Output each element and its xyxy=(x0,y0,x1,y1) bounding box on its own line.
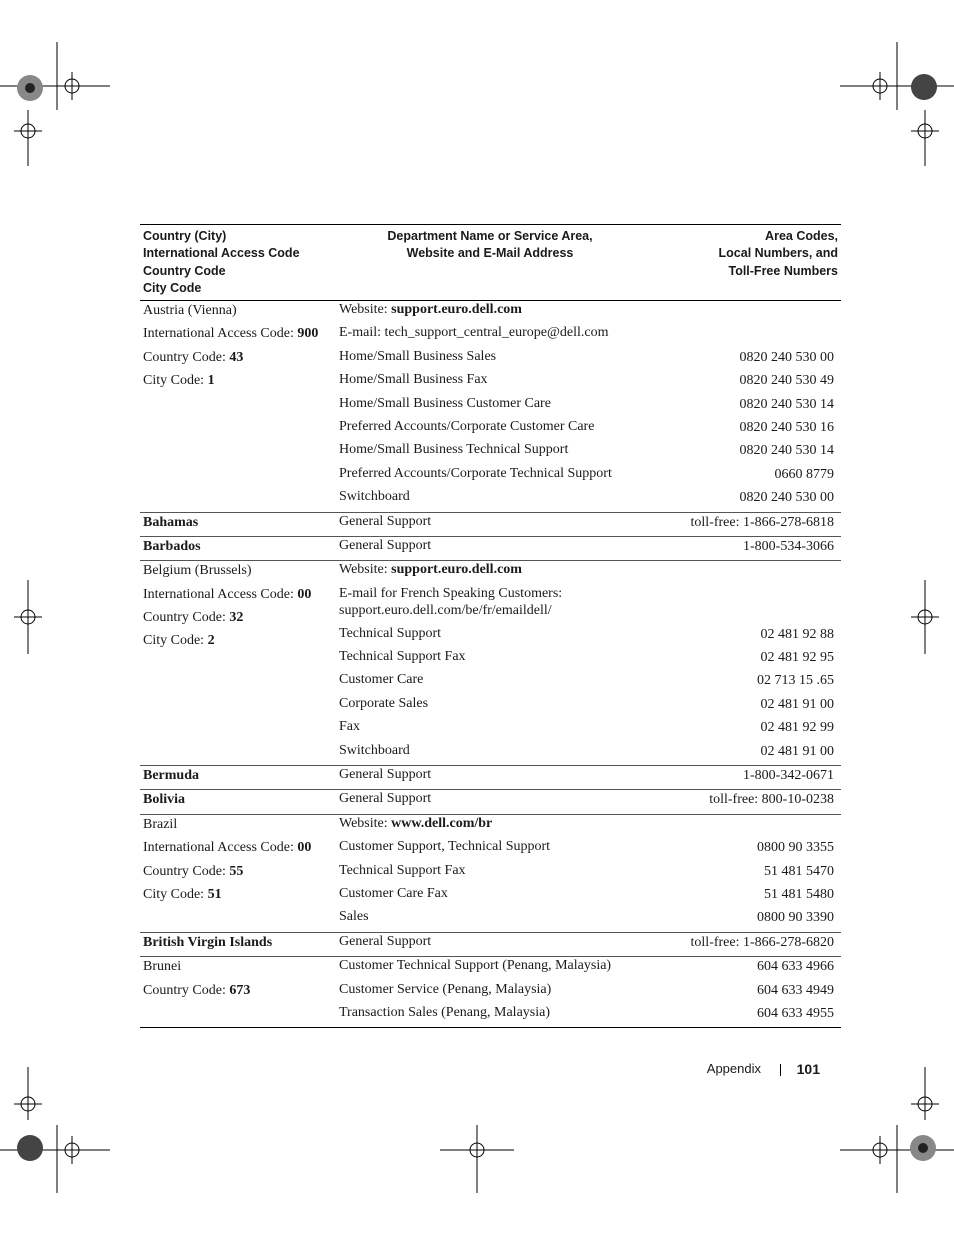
department xyxy=(339,766,699,783)
page-footer xyxy=(600,1061,820,1081)
department xyxy=(339,537,699,554)
label-text: International Access Code: xyxy=(143,326,298,342)
label-text: Country Code: xyxy=(143,863,230,879)
label-text: International Access Code: xyxy=(143,840,298,856)
phone-number: 0800 90 3355 xyxy=(757,840,834,856)
country-group xyxy=(140,301,841,513)
table-row xyxy=(140,838,841,861)
code-value: 32 xyxy=(229,610,244,626)
department xyxy=(339,981,699,998)
country-group xyxy=(140,537,841,561)
department-text: Home/Small Business Customer Care xyxy=(339,395,551,411)
department xyxy=(339,418,699,435)
department xyxy=(339,815,699,832)
table-row xyxy=(140,671,841,694)
department-text: General Support xyxy=(339,791,432,807)
department xyxy=(339,1004,699,1021)
department-text: Preferred Accounts/Corporate Customer Care xyxy=(339,418,595,434)
table-row xyxy=(140,441,841,464)
header-country: Country (City) International Access Code Country Code City Code xyxy=(143,229,300,295)
code-value: 673 xyxy=(229,982,251,998)
department-text: Switchboard xyxy=(339,489,410,505)
table-row xyxy=(140,981,841,1004)
department xyxy=(339,441,699,458)
department-text: Transaction Sales (Penang, Malaysia) xyxy=(339,1004,550,1020)
phone-number: 0820 240 530 14 xyxy=(739,443,834,459)
label-text: Bolivia xyxy=(143,792,186,808)
department-text: Switchboard xyxy=(339,742,410,758)
country-group xyxy=(140,513,841,537)
country-group xyxy=(140,933,841,957)
phone-number: 0800 90 3390 xyxy=(757,910,834,926)
label-text: Bahamas xyxy=(143,514,199,530)
department-text: E-mail: tech_support_central_europe@dell.com xyxy=(339,325,609,341)
table-row xyxy=(140,348,841,371)
department xyxy=(339,648,699,665)
department-text: Customer Care Fax xyxy=(339,885,448,901)
department xyxy=(339,488,699,505)
phone-number: 02 713 15 .65 xyxy=(757,673,834,689)
phone-number: 0660 8779 xyxy=(774,466,834,482)
label-text: Barbados xyxy=(143,538,201,554)
code-value: 00 xyxy=(297,586,312,602)
table-row xyxy=(140,957,841,980)
phone-number: 0820 240 530 00 xyxy=(739,490,834,506)
website-link[interactable]: support.euro.dell.com xyxy=(391,302,522,317)
department xyxy=(339,933,699,950)
table-row xyxy=(140,815,841,838)
code-value: 55 xyxy=(229,863,244,879)
table-row xyxy=(140,537,841,560)
phone-number: 0820 240 530 16 xyxy=(739,419,834,435)
phone-number: 0820 240 530 00 xyxy=(739,349,834,365)
department xyxy=(339,348,699,365)
phone-number: 02 481 92 95 xyxy=(760,650,834,666)
label-text: Austria (Vienna) xyxy=(143,303,237,318)
label-text: City Code: xyxy=(143,886,208,902)
phone-number: 02 481 92 99 xyxy=(760,720,834,736)
table-row xyxy=(140,648,841,671)
department-text: Technical Support xyxy=(339,625,442,641)
country-group xyxy=(140,957,841,1028)
code-value: 2 xyxy=(207,633,215,649)
footer-divider xyxy=(780,1064,781,1076)
table-row xyxy=(140,933,841,956)
table-row xyxy=(140,862,841,885)
department xyxy=(339,465,699,482)
department-text: Website: xyxy=(339,302,392,317)
table-row xyxy=(140,766,841,789)
label-text: Country Code: xyxy=(143,982,230,998)
department xyxy=(339,513,699,530)
label-text: Brazil xyxy=(143,816,178,832)
department-text: Preferred Accounts/Corporate Technical Support xyxy=(339,465,612,481)
department-text: Home/Small Business Sales xyxy=(339,348,497,364)
page-number: 101 xyxy=(796,1061,820,1077)
code-value: 51 xyxy=(207,886,222,902)
phone-number: toll-free: 1-866-278-6820 xyxy=(690,934,834,950)
department-text: Website: xyxy=(339,815,392,831)
phone-number: toll-free: 1-866-278-6818 xyxy=(690,514,834,530)
table-row xyxy=(140,488,841,511)
website-link[interactable]: www.dell.com/br xyxy=(391,815,493,831)
department xyxy=(339,742,699,759)
table-row xyxy=(140,695,841,718)
table-row xyxy=(140,718,841,741)
department xyxy=(339,695,699,712)
department xyxy=(339,324,699,341)
label-text: City Code: xyxy=(143,373,208,389)
header-department: Department Name or Service Area, Website and E-Mail Address xyxy=(387,229,593,261)
table-row xyxy=(140,625,841,648)
table-row xyxy=(140,395,841,418)
department-text: General Support xyxy=(339,513,432,529)
department xyxy=(339,862,699,879)
department xyxy=(339,885,699,902)
department xyxy=(339,671,699,688)
table-row xyxy=(140,371,841,394)
department-text: Home/Small Business Fax xyxy=(339,372,488,388)
table-row xyxy=(140,301,841,324)
department xyxy=(339,957,699,974)
contact-table xyxy=(140,224,841,1028)
phone-number: 51 481 5470 xyxy=(764,863,834,879)
label-text: Belgium (Brussels) xyxy=(143,563,252,579)
department-text: Customer Service (Penang, Malaysia) xyxy=(339,981,552,997)
label-text: Bermuda xyxy=(143,768,199,784)
department xyxy=(339,718,699,735)
country-group xyxy=(140,561,841,766)
table-header xyxy=(140,225,841,301)
phone-number: 51 481 5480 xyxy=(764,886,834,902)
table-row xyxy=(140,465,841,488)
phone-number: toll-free: 800-10-0238 xyxy=(709,792,834,808)
phone-number: 1-800-342-0671 xyxy=(743,768,834,784)
label-text: Country Code: xyxy=(143,349,230,365)
department xyxy=(339,908,699,925)
code-value: 900 xyxy=(297,326,319,342)
department-text: General Support xyxy=(339,767,432,783)
table-row xyxy=(140,418,841,441)
department-text: Corporate Sales xyxy=(339,695,429,711)
table-row xyxy=(140,790,841,813)
department-text: Technical Support Fax xyxy=(339,862,466,878)
country-groups xyxy=(140,301,841,1028)
table-row xyxy=(140,885,841,908)
table-row xyxy=(140,908,841,931)
country-group xyxy=(140,766,841,790)
department xyxy=(339,301,699,318)
table-row xyxy=(140,742,841,765)
table-row xyxy=(140,1004,841,1027)
department-text: Website: xyxy=(339,562,392,578)
department xyxy=(339,838,699,855)
label-text: City Code: xyxy=(143,633,208,649)
code-value: 43 xyxy=(229,349,244,365)
label-text: International Access Code: xyxy=(143,586,298,602)
table-row xyxy=(140,561,841,584)
website-link[interactable]: support.euro.dell.com xyxy=(391,562,522,578)
department xyxy=(339,625,699,642)
department xyxy=(339,585,699,619)
header-numbers: Area Codes, Local Numbers, and Toll-Free Numbers xyxy=(718,229,838,278)
department-text: General Support xyxy=(339,933,432,949)
country-group xyxy=(140,815,841,933)
phone-number: 1-800-534-3066 xyxy=(743,538,834,554)
phone-number: 02 481 91 00 xyxy=(760,743,834,759)
department-text: E-mail for French Speaking Customers: xyxy=(339,585,563,601)
department xyxy=(339,790,699,807)
label-text: British Virgin Islands xyxy=(143,934,273,950)
phone-number: 604 633 4949 xyxy=(757,982,834,998)
department-text: Technical Support Fax xyxy=(339,649,466,665)
department-text: Sales xyxy=(339,909,369,925)
label-text: Brunei xyxy=(143,959,182,975)
code-value: 1 xyxy=(207,373,215,389)
department xyxy=(339,561,699,578)
phone-number: 02 481 91 00 xyxy=(760,696,834,712)
department-text: General Support xyxy=(339,537,432,553)
code-value: 00 xyxy=(297,840,312,856)
table-row xyxy=(140,513,841,536)
phone-number: 604 633 4955 xyxy=(757,1005,834,1021)
department xyxy=(339,371,699,388)
label-text: Country Code: xyxy=(143,610,230,626)
phone-number: 0820 240 530 14 xyxy=(739,396,834,412)
department-text: Home/Small Business Technical Support xyxy=(339,442,569,458)
country-group xyxy=(140,790,841,814)
department-text: Customer Technical Support (Penang, Malaysia) xyxy=(339,958,612,974)
phone-number: 0820 240 530 49 xyxy=(739,373,834,389)
email-address[interactable]: support.euro.dell.com/be/fr/emaildell/ xyxy=(339,602,552,618)
table-row xyxy=(140,324,841,347)
department-text: Fax xyxy=(339,719,360,735)
footer-section: Appendix xyxy=(706,1061,761,1076)
department-text: Customer Support, Technical Support xyxy=(339,839,551,855)
phone-number: 02 481 92 88 xyxy=(760,626,834,642)
table-row xyxy=(140,585,841,625)
department-text: Customer Care xyxy=(339,672,424,688)
department xyxy=(339,395,699,412)
phone-number: 604 633 4966 xyxy=(757,959,834,975)
